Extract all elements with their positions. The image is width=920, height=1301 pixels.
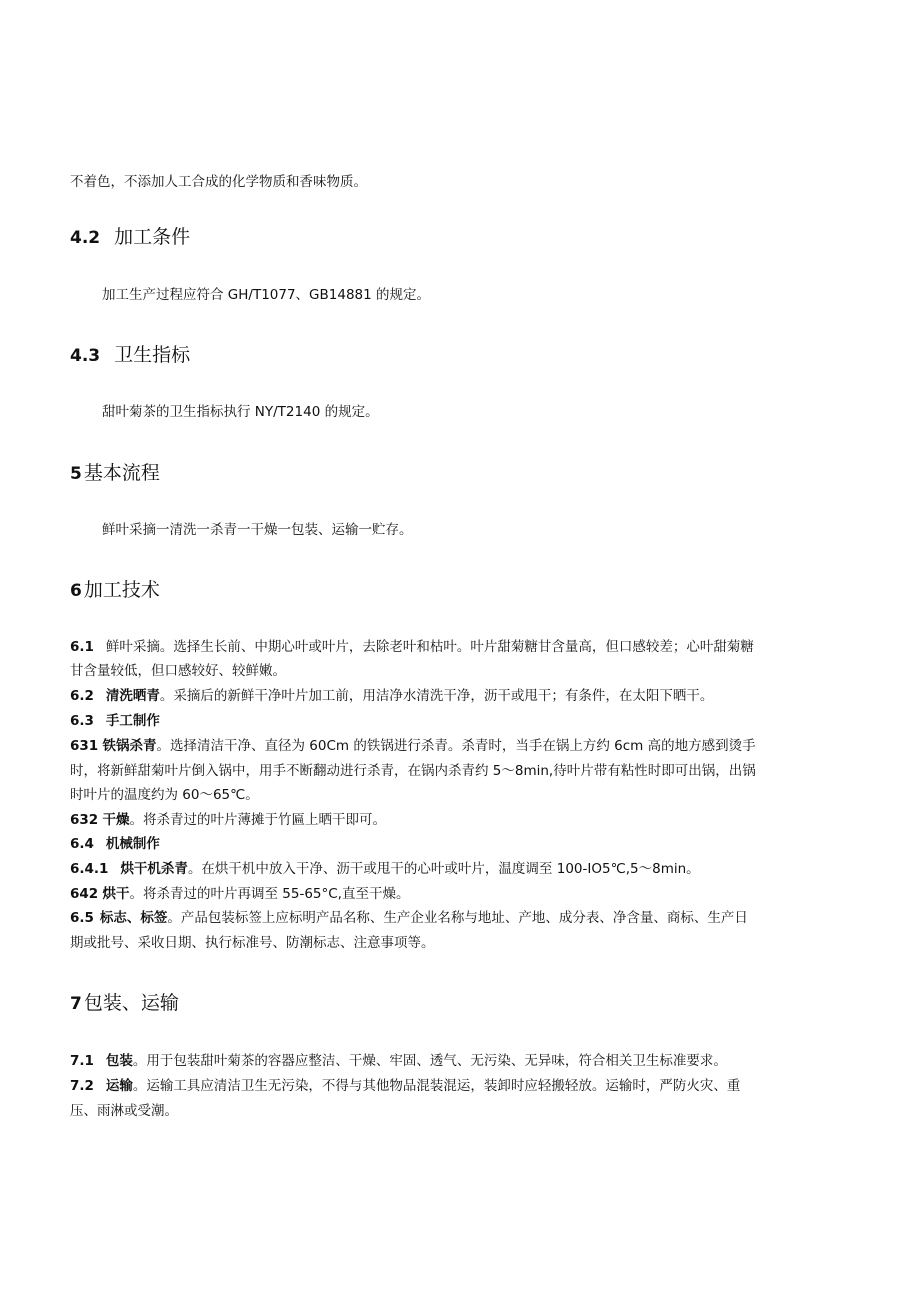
- heading-5: [70, 460, 160, 487]
- heading-7: [70, 990, 179, 1017]
- clause-text: 。选择清洁干净、直径为 60Cm 的铁锅进行杀青。杀青时，当手在锅上方约 6cm 高的地方感到烫手: [156, 738, 756, 754]
- clause-number: 631: [70, 738, 99, 754]
- clause-term: 运输: [105, 1078, 133, 1094]
- heading-title: 加工技术: [83, 579, 160, 601]
- clause-7-2-line-1: [70, 1076, 740, 1096]
- clause-term: 烘干机杀青: [120, 861, 188, 877]
- clause-6-3-1-line-2: 时，将新鲜甜菊叶片倒入锅中，用手不断翻动进行杀青，在锅内杀青约 5～8min,待叶片带有粘性时即可出锅，出锅: [70, 763, 756, 779]
- clause-term: 机械制作: [105, 836, 160, 852]
- paragraph-5: 鲜叶采摘一清洗一杀青一干燥一包装、运输一贮存。: [102, 522, 413, 538]
- clause-term: 清洗晒青: [105, 688, 160, 704]
- clause-number: 6.2: [70, 688, 94, 704]
- clause-6-3-1-line-3: 时叶片的温度约为 60～65℃。: [70, 787, 259, 803]
- clause-number: 6.4.1: [70, 861, 109, 877]
- heading-6: [70, 577, 160, 604]
- clause-6-4-2: [70, 884, 409, 904]
- clause-number: 632: [70, 812, 99, 828]
- clause-term: 手工制作: [105, 713, 160, 729]
- clause-text: 。产品包装标签上应标明产品名称、生产企业名称与地址、产地、成分表、净含量、商标、生产日: [167, 910, 748, 926]
- clause-6-5-line-2: 期或批号、采收日期、执行标准号、防潮标志、注意事项等。: [70, 935, 435, 951]
- clause-7-2-line-2: 压、雨淋或受潮。: [70, 1103, 178, 1119]
- clause-6-2: [70, 686, 713, 706]
- heading-number: 7: [70, 994, 82, 1014]
- heading-4-2: [70, 224, 190, 251]
- clause-number: 6.1: [70, 639, 94, 655]
- paragraph-4-2: 加工生产过程应符合 GH/T1077、GB14881 的规定。: [102, 287, 431, 303]
- paragraph-4-3: 甜叶菊茶的卫生指标执行 NY/T2140 的规定。: [102, 404, 379, 420]
- clause-term: 标志、标签: [99, 910, 168, 926]
- heading-number: 6: [70, 581, 82, 601]
- clause-text: 鲜叶采摘。选择生长前、中期心叶或叶片，去除老叶和枯叶。叶片甜菊糖甘含量高，但口感较差；心叶甜菊糖: [105, 639, 754, 655]
- clause-text: 。采摘后的新鲜干净叶片加工前，用洁净水清洗干净，沥干或甩干；有条件，在太阳下晒干。: [159, 688, 714, 704]
- clause-number: 6.4: [70, 836, 94, 852]
- clause-number: 7.1: [70, 1053, 94, 1069]
- clause-term: 干燥: [102, 812, 130, 828]
- clause-text: 。在烘干机中放入干净、沥干或甩干的心叶或叶片，温度调至 100-IO5℃,5～8min。: [187, 861, 700, 877]
- clause-number: 642: [70, 886, 99, 902]
- clause-term: 烘干: [102, 886, 130, 902]
- heading-number: 4.3: [70, 346, 101, 366]
- clause-6-4: [70, 834, 160, 854]
- clause-text: 。运输工具应清洁卫生无污染，不得与其他物品混装混运，装卸时应轻搬轻放。运输时，严防火灾、重: [132, 1078, 741, 1094]
- clause-text: 。将杀青过的叶片薄摊于竹匾上晒干即可。: [129, 812, 386, 828]
- heading-title: 加工条件: [114, 226, 191, 248]
- clause-text: 。将杀青过的叶片再调至 55-65°C,直至干燥。: [129, 886, 410, 902]
- clause-6-4-1: [70, 859, 700, 879]
- clause-6-5-line-1: [70, 908, 748, 928]
- clause-7-1: [70, 1051, 727, 1071]
- clause-term: 包装: [105, 1053, 133, 1069]
- clause-6-3: [70, 711, 160, 731]
- clause-6-1-line-1: [70, 637, 754, 657]
- clause-text: 。用于包装甜叶菊茶的容器应整洁、干燥、牢固、透气、无污染、无异味，符合相关卫生标准要求。: [132, 1053, 727, 1069]
- intro-text: 不着色，不添加人工合成的化学物质和香味物质。: [70, 174, 367, 190]
- heading-title: 卫生指标: [114, 344, 191, 366]
- heading-number: 5: [70, 464, 82, 484]
- clause-number: 7.2: [70, 1078, 94, 1094]
- heading-4-3: [70, 342, 190, 369]
- heading-title: 基本流程: [83, 462, 160, 484]
- clause-6-1-line-2: 甘含量较低，但口感较好、较鲜嫩。: [70, 663, 286, 679]
- heading-number: 4.2: [70, 228, 101, 248]
- clause-term: 铁锅杀青: [102, 738, 157, 754]
- clause-number: 6.3: [70, 713, 94, 729]
- clause-6-3-1-line-1: [70, 736, 756, 756]
- clause-6-3-2: [70, 810, 386, 830]
- clause-number: 6.5: [70, 910, 94, 926]
- heading-title: 包装、运输: [83, 992, 179, 1014]
